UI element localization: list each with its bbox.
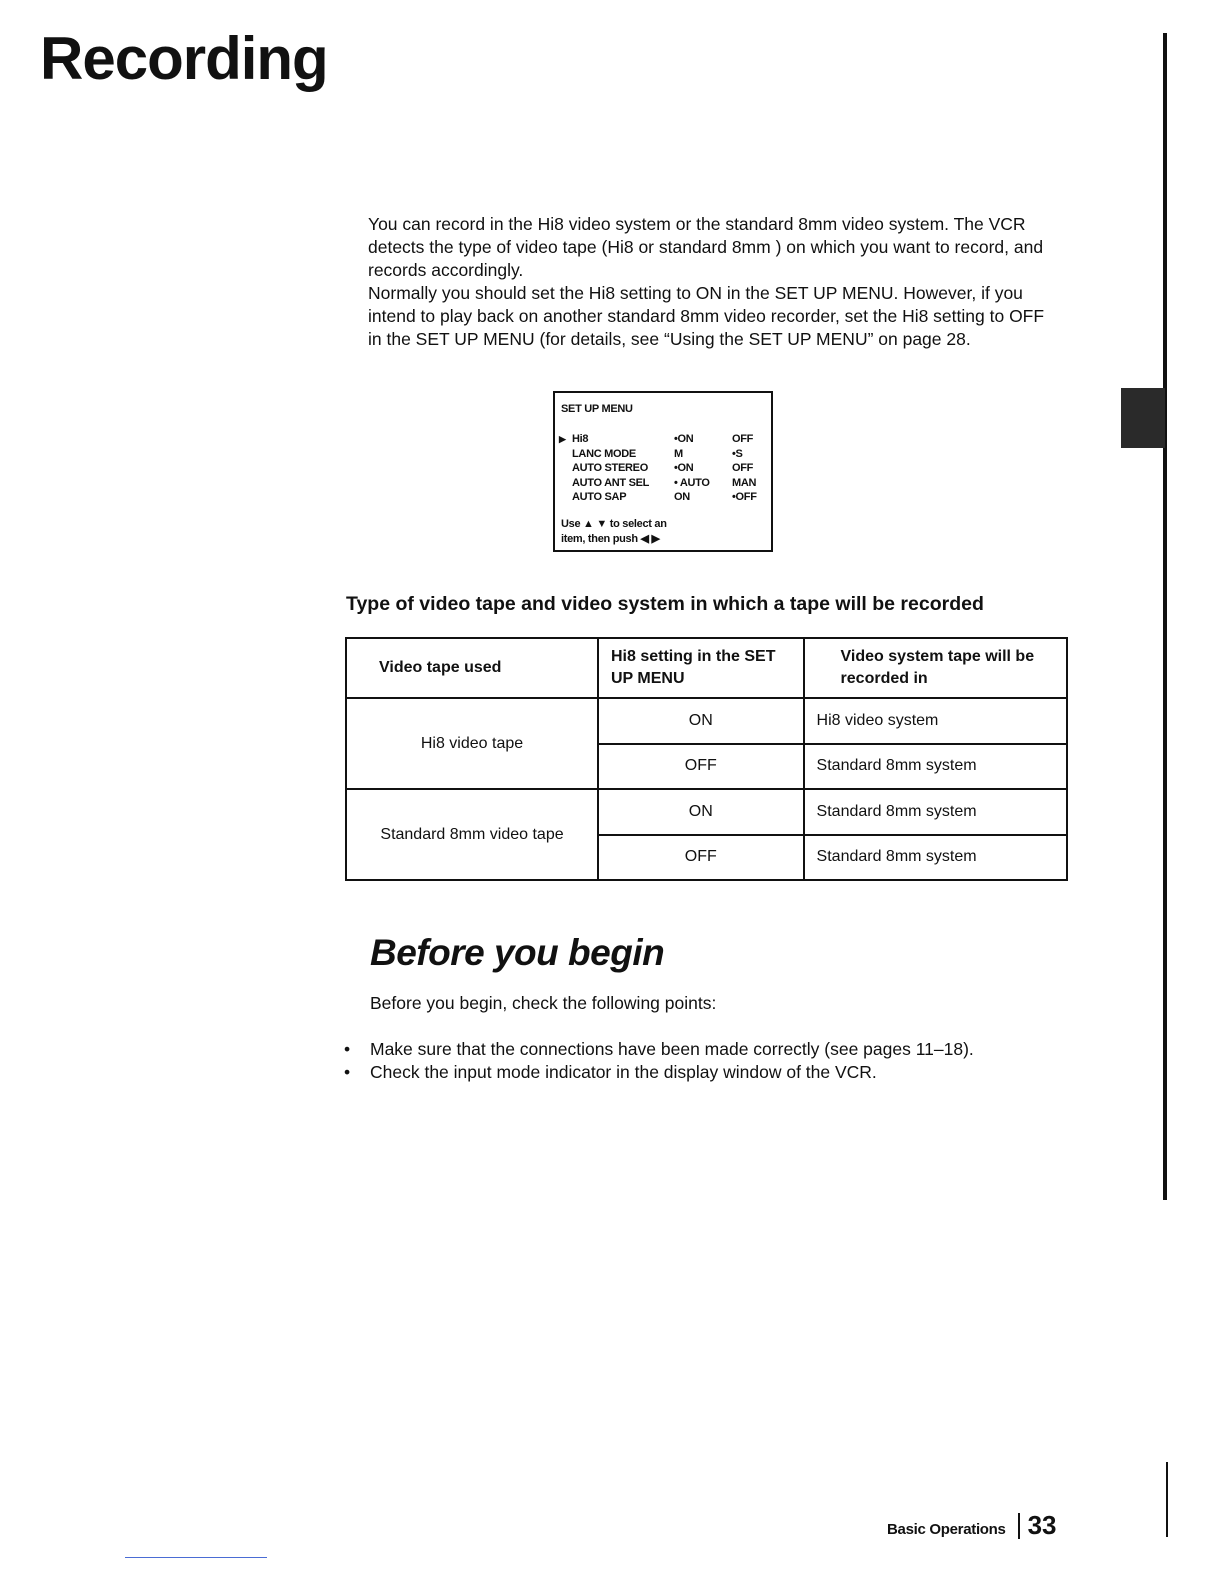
setup-menu-title: SET UP MENU [561, 403, 633, 415]
intro-text [368, 213, 1058, 351]
table-cell-system: Hi8 video system [804, 698, 1067, 744]
menu-item-option: •ON [674, 433, 694, 445]
table-cell-setting: ON [598, 698, 804, 744]
menu-item-option: •OFF [732, 491, 757, 504]
menu-item-option: ON [674, 491, 690, 504]
setup-menu-help [561, 517, 667, 547]
menu-item-option: •S [732, 447, 743, 460]
menu-cursor-icon: ▶ [559, 434, 566, 444]
setup-menu-item-auto-sap [559, 490, 772, 505]
menu-item-name: AUTO ANT SEL [572, 476, 650, 489]
list-item-text: Make sure that the connections have been made correctly (see pages 11–18). [370, 1039, 974, 1059]
section-intro: Before you begin, check the following points: [370, 993, 717, 1013]
page-edge-rule [1163, 33, 1167, 1200]
chapter-tab-marker [1121, 388, 1165, 448]
setup-menu-help-line: item, then push ◀ ▶ [561, 533, 660, 545]
table-row [346, 698, 1067, 744]
list-item [344, 1061, 974, 1084]
table-heading: Type of video tape and video system in which a tape will be recorded [346, 593, 984, 615]
menu-item-name: LANC MODE [572, 447, 636, 460]
bullet-icon: • [344, 1039, 351, 1059]
table-cell-tape: Hi8 video tape [346, 698, 598, 789]
page-number: 33 [1027, 1510, 1057, 1540]
page-title: Recording [40, 25, 328, 92]
table-header-row [346, 638, 1067, 698]
table-cell-system: Standard 8mm system [804, 789, 1067, 835]
setup-menu-item-lanc-mode [559, 447, 772, 462]
menu-item-option: •ON [674, 462, 694, 475]
page-footer [887, 1510, 1057, 1541]
menu-item-option: MAN [732, 476, 757, 489]
setup-menu-item-hi8 [559, 432, 772, 447]
list-item [344, 1038, 974, 1061]
section-title: Before you begin [370, 932, 665, 973]
scan-edge-line [125, 1557, 267, 1558]
setup-menu-items [559, 432, 772, 505]
table-header-cell: Video tape used [346, 638, 598, 698]
tape-system-table [345, 637, 1068, 881]
footer-divider [1018, 1513, 1020, 1539]
menu-item-option: • AUTO [674, 476, 710, 489]
setup-menu-help-line: Use ▲ ▼ to select an [561, 518, 667, 530]
page-edge-rule [1166, 1462, 1168, 1537]
table-cell-system: Standard 8mm system [804, 744, 1067, 790]
table-header-cell: Hi8 setting in the SET UP MENU [598, 638, 804, 698]
table-cell-setting: OFF [598, 744, 804, 790]
list-item-text: Check the input mode indicator in the display window of the VCR. [370, 1062, 877, 1082]
table-header-cell: Video system tape will be recorded in [804, 638, 1067, 698]
table-row [346, 789, 1067, 835]
checklist [344, 1038, 974, 1084]
setup-menu-item-auto-stereo [559, 461, 772, 476]
menu-item-option: OFF [732, 462, 754, 475]
menu-item-name: AUTO SAP [572, 491, 627, 504]
setup-menu-screen [553, 391, 773, 552]
table-cell-tape: Standard 8mm video tape [346, 789, 598, 880]
menu-item-option: OFF [732, 433, 754, 445]
footer-section-name: Basic Operations [887, 1521, 1006, 1538]
intro-paragraph: Normally you should set the Hi8 setting to ON in the SET UP MENU. However, if you intend to play back on another standard 8mm video recorder, set the Hi8 setting to OFF in the SET UP MENU (for details, see “Using the SET UP MENU” on page 28. [368, 283, 1045, 349]
setup-menu-item-auto-ant-sel [559, 476, 772, 491]
table-cell-setting: ON [598, 789, 804, 835]
menu-item-option: M [674, 447, 683, 460]
menu-item-name: Hi8 [572, 433, 589, 445]
bullet-icon: • [344, 1062, 351, 1082]
menu-item-name: AUTO STEREO [572, 462, 648, 475]
table-cell-system: Standard 8mm system [804, 835, 1067, 881]
table-cell-setting: OFF [598, 835, 804, 881]
intro-paragraph: You can record in the Hi8 video system or the standard 8mm video system. The VCR detects the type of video tape (Hi8 or standard 8mm ) on which you want to record, and records accordingly. [368, 214, 1044, 280]
